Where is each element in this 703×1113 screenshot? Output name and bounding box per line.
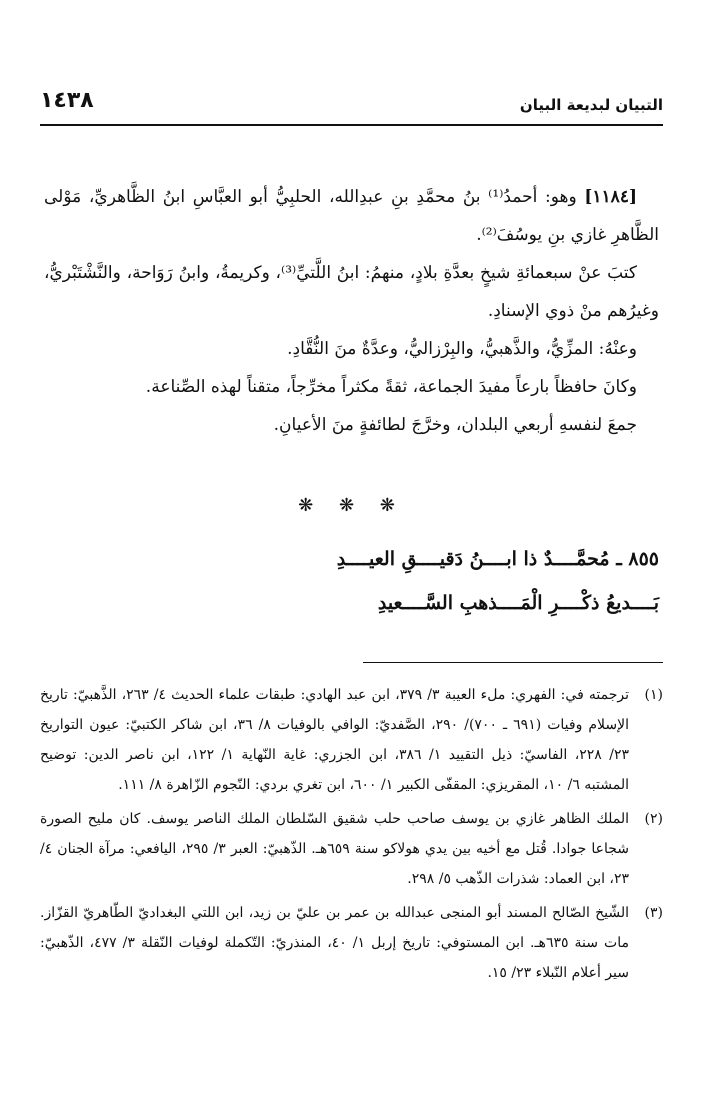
footnote-1 (40, 680, 663, 800)
paragraph-1: وهو: أحمدُ⁽¹⁾ بنُ محمَّدِ بنِ عبدِالله، الحلبِيُّ أبو العبَّاسِ ابنُ الظَّاهريِّ، مَوْلى الظَّاهرِ غازي بنِ يوسُفَ⁽²⁾. (44, 187, 659, 245)
verse-line-1-text: مُحمَّــــدٌ ذا ابــــنُ دَقيــــقِ العيــــدِ (336, 548, 610, 570)
footnote-text: الملك الظاهر غازي بن يوسف صاحب حلب شقيق السّلطان الملك الناصر يوسف. كان مليح الصورة شجاعا جوادا. قُتل مع أخيه بين يدي هولاكو سنة ٦٥٩هـ. الذّهبيّ: العبر ٣/ ٢٩٥، اليافعي: مرآة الجنان ٤/ ٢٣، ابن العماد: شذرات الذّهب ٥/ ٢٩٨. (40, 811, 629, 887)
footnotes (40, 680, 663, 992)
footnote-number: (٢) (644, 811, 663, 827)
header-title: التبيان لبديعة البيان (519, 96, 663, 114)
verse-number: ٨٥٥ ـ (616, 548, 659, 570)
paragraph-4: وكانَ حافظاً بارعاً مفيدَ الجماعة، ثقةً مكثراً مخرِّجاً، متقناً لهذه الصِّناعة. (145, 377, 637, 397)
footnote-number: (١) (644, 687, 663, 703)
entry-number: [١١٨٤] (584, 187, 637, 207)
page-number: ١٤٣٨ (40, 88, 94, 113)
paragraph-5: جمعَ لنفسهِ أربعي البلدان، وخرَّجَ لطائفةٍ منَ الأعيانِ. (273, 415, 637, 435)
running-header (40, 80, 663, 126)
footnote-text: الشّيخ الصّالح المسند أبو المنجى عبدالله بن عمر بن عليّ بن زيد، ابن اللتي البغداديّ الطّاهريّ القزّاز. مات سنة ٦٣٥هـ. ابن المستوفي: تاريخ إربل ١/ ٤٠، المنذريّ: التّكملة لوفيات النّقلة ٣/ ٤٧٧، الذّهبيّ: سير أعلام النّبلاء ٢٣/ ١٥. (40, 905, 629, 981)
paragraph-2: كتبَ عنْ سبعمائةِ شيخٍ بعدَّةِ بلادٍ، منهمُ: ابنُ اللَّتيِّ⁽³⁾، وكريمةُ، وابنُ رَوَاحة، والنَّشْتَبْريُّ، وغيرُهم منْ ذوي الإسنادِ. (44, 263, 659, 321)
verse-line-1 (150, 548, 659, 570)
footnote-number: (٣) (644, 905, 663, 921)
verse-line-2: بَــــديعُ ذكْــــرِ الْمَــــذهبِ السَّــــعيدِ (377, 592, 659, 614)
paragraph-3: وعنْهُ: المزِّيُّ، والذَّهبيُّ، والبِرْزاليُّ، وعدَّةٌ منَ النُّقَّادِ. (287, 339, 637, 359)
header-rule (40, 124, 663, 126)
footnote-rule (363, 662, 663, 663)
footnote-3 (40, 898, 663, 988)
section-separator: ❋ ❋ ❋ (298, 495, 405, 516)
main-text (44, 178, 659, 444)
footnote-2 (40, 804, 663, 894)
footnote-text: ترجمته في: الفهري: ملء العيبة ٣/ ٣٧٩، ابن عبد الهادي: طبقات علماء الحديث ٤/ ٢٦٣، الذَّهبيّ: تاريخ الإسلام وفيات (٦٩١ ـ ٧٠٠)/ ٢٩٠، الصَّفديّ: الوافي بالوفيات ٨/ ٣٦، ابن شاكر الكتبيّ: عيون التواريخ ٢٣/ ٢٢٨، الفاسيّ: ذيل التقييد ١/ ٣٨٦، ابن الجزري: غاية النّهاية ١/ ١٢٢، ابن ناصر الدين: توضيح المشتبه ٦/ ١٠، المقريزي: المقفّى الكبير ١/ ٦٠٠، ابن تغري بردي: النّجوم الزّاهرة ٨/ ١١١. (40, 687, 630, 793)
paragraph-entry (44, 178, 659, 254)
